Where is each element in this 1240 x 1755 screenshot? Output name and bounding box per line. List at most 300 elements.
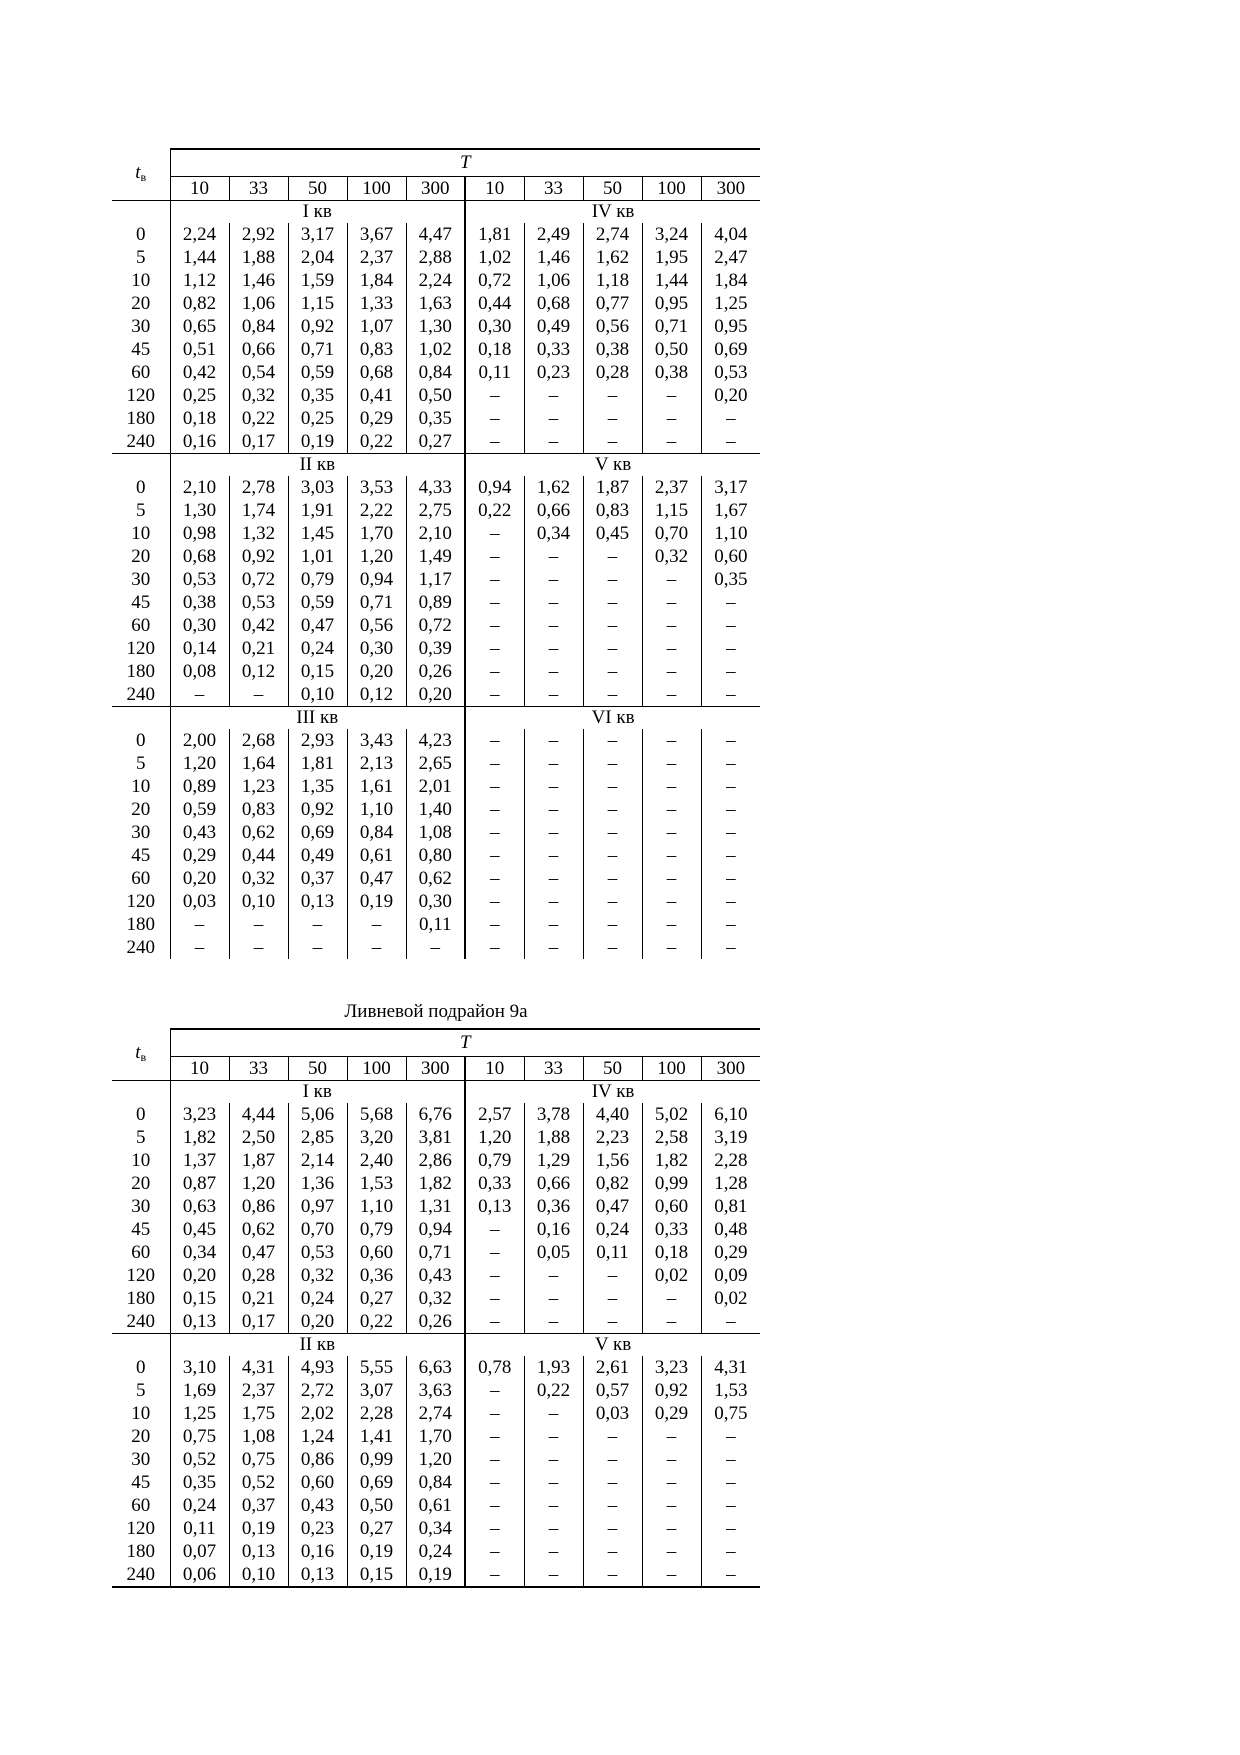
value-cell: 0,26 bbox=[406, 660, 465, 683]
table-row bbox=[112, 637, 760, 660]
value-cell: 0,60 bbox=[701, 545, 760, 568]
value-cell: 1,33 bbox=[347, 292, 406, 315]
value-cell: – bbox=[701, 775, 760, 798]
value-cell: – bbox=[642, 407, 701, 430]
value-cell: 0,53 bbox=[288, 1241, 347, 1264]
value-cell: – bbox=[465, 1241, 524, 1264]
value-cell: – bbox=[701, 660, 760, 683]
value-cell: 0,15 bbox=[288, 660, 347, 683]
value-cell: 4,40 bbox=[583, 1103, 642, 1126]
period-cell: 100 bbox=[347, 177, 406, 201]
value-cell: – bbox=[288, 913, 347, 936]
value-cell: 1,15 bbox=[642, 499, 701, 522]
quarter-title-row bbox=[112, 707, 760, 730]
quarter-title-spacer bbox=[112, 707, 170, 730]
value-cell: 1,15 bbox=[288, 292, 347, 315]
value-cell: – bbox=[701, 1425, 760, 1448]
value-cell: – bbox=[642, 637, 701, 660]
value-cell: 1,46 bbox=[229, 269, 288, 292]
value-cell: 1,62 bbox=[583, 246, 642, 269]
value-cell: – bbox=[701, 890, 760, 913]
value-cell: – bbox=[701, 407, 760, 430]
value-cell: 0,97 bbox=[288, 1195, 347, 1218]
value-cell: 0,24 bbox=[288, 1287, 347, 1310]
table-row bbox=[112, 1241, 760, 1264]
value-cell: 2,93 bbox=[288, 729, 347, 752]
value-cell: – bbox=[347, 936, 406, 959]
duration-cell: 240 bbox=[112, 1563, 170, 1587]
value-cell: – bbox=[524, 936, 583, 959]
quarter-title-left: II кв bbox=[170, 454, 465, 477]
value-cell: – bbox=[642, 660, 701, 683]
value-cell: 0,10 bbox=[229, 890, 288, 913]
period-cell: 50 bbox=[288, 1057, 347, 1081]
value-cell: – bbox=[642, 821, 701, 844]
value-cell: 0,20 bbox=[406, 683, 465, 707]
value-cell: – bbox=[465, 936, 524, 959]
value-cell: 2,72 bbox=[288, 1379, 347, 1402]
value-cell: 1,06 bbox=[229, 292, 288, 315]
value-cell: – bbox=[583, 821, 642, 844]
duration-cell: 240 bbox=[126, 1311, 155, 1332]
duration-cell: 120 bbox=[126, 638, 155, 659]
value-cell: 2,75 bbox=[406, 499, 465, 522]
value-cell: 0,47 bbox=[288, 614, 347, 637]
table-row bbox=[112, 1356, 760, 1379]
value-cell: 0,17 bbox=[229, 430, 288, 454]
value-cell: – bbox=[229, 936, 288, 959]
table-row bbox=[112, 292, 760, 315]
value-cell: – bbox=[524, 407, 583, 430]
value-cell: – bbox=[524, 1425, 583, 1448]
value-cell: 0,79 bbox=[465, 1149, 524, 1172]
value-cell: 0,33 bbox=[524, 338, 583, 361]
value-cell: – bbox=[465, 1402, 524, 1425]
value-cell: 0,83 bbox=[347, 338, 406, 361]
value-cell: – bbox=[465, 1379, 524, 1402]
value-cell: 0,53 bbox=[701, 361, 760, 384]
value-cell: 2,23 bbox=[583, 1126, 642, 1149]
value-cell: – bbox=[583, 1287, 642, 1310]
value-cell: 0,22 bbox=[347, 1310, 406, 1334]
table-row bbox=[112, 1264, 760, 1287]
period-cell: 300 bbox=[406, 177, 465, 201]
duration-cell: 5 bbox=[136, 247, 146, 268]
value-cell: 1,81 bbox=[465, 223, 524, 246]
period-header: T bbox=[170, 149, 760, 177]
value-cell: 0,33 bbox=[465, 1172, 524, 1195]
value-cell: 0,77 bbox=[583, 292, 642, 315]
value-cell: 1,44 bbox=[642, 269, 701, 292]
value-cell: 0,02 bbox=[642, 1264, 701, 1287]
period-cell: 50 bbox=[583, 1057, 642, 1081]
value-cell: 0,70 bbox=[642, 522, 701, 545]
value-cell: – bbox=[583, 844, 642, 867]
value-cell: – bbox=[583, 752, 642, 775]
table-row bbox=[112, 1310, 760, 1334]
value-cell: 3,03 bbox=[288, 476, 347, 499]
value-cell: 1,18 bbox=[583, 269, 642, 292]
value-cell: 1,20 bbox=[465, 1126, 524, 1149]
value-cell: 0,47 bbox=[583, 1195, 642, 1218]
value-cell: 0,51 bbox=[170, 338, 229, 361]
value-cell: – bbox=[524, 1517, 583, 1540]
value-cell: 0,59 bbox=[288, 591, 347, 614]
value-cell: – bbox=[583, 913, 642, 936]
table-row bbox=[112, 1425, 760, 1448]
value-cell: – bbox=[465, 683, 524, 707]
value-cell: 3,10 bbox=[170, 1356, 229, 1379]
value-cell: 1,53 bbox=[347, 1172, 406, 1195]
value-cell: 0,68 bbox=[170, 545, 229, 568]
value-cell: 0,32 bbox=[229, 384, 288, 407]
value-cell: – bbox=[465, 1471, 524, 1494]
table-row bbox=[112, 798, 760, 821]
value-cell: 1,20 bbox=[406, 1448, 465, 1471]
value-cell: 1,95 bbox=[642, 246, 701, 269]
value-cell: – bbox=[583, 1494, 642, 1517]
value-cell: 2,50 bbox=[229, 1126, 288, 1149]
value-cell: 0,23 bbox=[524, 361, 583, 384]
period-cell: 10 bbox=[170, 177, 229, 201]
value-cell: – bbox=[465, 913, 524, 936]
value-cell: 0,94 bbox=[347, 568, 406, 591]
value-cell: – bbox=[465, 1448, 524, 1471]
value-cell: – bbox=[524, 890, 583, 913]
value-cell: 0,44 bbox=[229, 844, 288, 867]
value-cell: 0,20 bbox=[701, 384, 760, 407]
period-cell: 10 bbox=[170, 1057, 229, 1081]
value-cell: 1,84 bbox=[701, 269, 760, 292]
value-cell: – bbox=[465, 1287, 524, 1310]
value-cell: 3,07 bbox=[347, 1379, 406, 1402]
duration-cell: 60 bbox=[131, 615, 151, 636]
period-cell: 33 bbox=[524, 177, 583, 201]
value-cell: 4,93 bbox=[288, 1356, 347, 1379]
value-cell: – bbox=[524, 913, 583, 936]
value-cell: 0,38 bbox=[170, 591, 229, 614]
value-cell: 0,19 bbox=[288, 430, 347, 454]
value-cell: 0,28 bbox=[229, 1264, 288, 1287]
value-cell: 0,18 bbox=[642, 1241, 701, 1264]
quarter-title-spacer bbox=[112, 1334, 170, 1357]
value-cell: – bbox=[465, 614, 524, 637]
value-cell: 0,47 bbox=[347, 867, 406, 890]
table-row bbox=[112, 269, 760, 292]
value-cell: 0,12 bbox=[347, 683, 406, 707]
value-cell: – bbox=[701, 591, 760, 614]
value-cell: 0,24 bbox=[288, 637, 347, 660]
table-row bbox=[112, 591, 760, 614]
value-cell: 0,86 bbox=[288, 1448, 347, 1471]
value-cell: 1,64 bbox=[229, 752, 288, 775]
value-cell: 0,59 bbox=[288, 361, 347, 384]
value-cell: 0,84 bbox=[347, 821, 406, 844]
value-cell: – bbox=[524, 752, 583, 775]
value-cell: – bbox=[465, 844, 524, 867]
table-row bbox=[112, 1494, 760, 1517]
table-row bbox=[112, 1218, 760, 1241]
value-cell: 4,33 bbox=[406, 476, 465, 499]
value-cell: 1,88 bbox=[524, 1126, 583, 1149]
value-cell: 0,95 bbox=[701, 315, 760, 338]
value-cell: 0,71 bbox=[347, 591, 406, 614]
value-cell: 0,16 bbox=[288, 1540, 347, 1563]
value-cell: 0,08 bbox=[170, 660, 229, 683]
value-cell: 0,10 bbox=[229, 1563, 288, 1587]
value-cell: 1,02 bbox=[406, 338, 465, 361]
value-cell: – bbox=[524, 798, 583, 821]
value-cell: – bbox=[701, 729, 760, 752]
value-cell: 1,56 bbox=[583, 1149, 642, 1172]
value-cell: 0,37 bbox=[229, 1494, 288, 1517]
value-cell: 0,32 bbox=[288, 1264, 347, 1287]
value-cell: 0,53 bbox=[229, 591, 288, 614]
value-cell: – bbox=[642, 936, 701, 959]
value-cell: 1,61 bbox=[347, 775, 406, 798]
header-row bbox=[112, 149, 760, 177]
value-cell: 0,75 bbox=[701, 1402, 760, 1425]
value-cell: 0,28 bbox=[583, 361, 642, 384]
period-cell: 100 bbox=[642, 177, 701, 201]
table-row bbox=[112, 1126, 760, 1149]
value-cell: 1,24 bbox=[288, 1425, 347, 1448]
value-cell: 0,22 bbox=[229, 407, 288, 430]
value-cell: – bbox=[465, 821, 524, 844]
duration-cell: 60 bbox=[131, 868, 151, 889]
value-cell: 1,08 bbox=[406, 821, 465, 844]
duration-cell: 180 bbox=[126, 408, 155, 429]
quarter-title-left: III кв bbox=[170, 707, 465, 730]
value-cell: – bbox=[642, 913, 701, 936]
table-row bbox=[112, 1287, 760, 1310]
value-cell: 0,89 bbox=[406, 591, 465, 614]
value-cell: 2,58 bbox=[642, 1126, 701, 1149]
duration-cell: 10 bbox=[131, 776, 151, 797]
period-row bbox=[112, 1057, 760, 1081]
value-cell: 2,37 bbox=[347, 246, 406, 269]
duration-cell: 0 bbox=[136, 1357, 146, 1378]
duration-cell: 10 bbox=[131, 1150, 151, 1171]
value-cell: – bbox=[583, 637, 642, 660]
value-cell: – bbox=[583, 936, 642, 959]
value-cell: 3,23 bbox=[642, 1356, 701, 1379]
value-cell: – bbox=[524, 545, 583, 568]
value-cell: 1,45 bbox=[288, 522, 347, 545]
value-cell: 0,82 bbox=[170, 292, 229, 315]
value-cell: 0,29 bbox=[347, 407, 406, 430]
value-cell: 1,82 bbox=[170, 1126, 229, 1149]
value-cell: 1,36 bbox=[288, 1172, 347, 1195]
value-cell: 0,14 bbox=[170, 637, 229, 660]
value-cell: – bbox=[229, 683, 288, 707]
value-cell: 1,49 bbox=[406, 545, 465, 568]
table-row bbox=[112, 821, 760, 844]
value-cell: – bbox=[583, 1425, 642, 1448]
value-cell: – bbox=[524, 430, 583, 454]
value-cell: 0,75 bbox=[229, 1448, 288, 1471]
value-cell: 1,10 bbox=[701, 522, 760, 545]
value-cell: – bbox=[583, 683, 642, 707]
value-cell: – bbox=[583, 614, 642, 637]
value-cell: 0,52 bbox=[229, 1471, 288, 1494]
table-row bbox=[112, 890, 760, 913]
quarter-title-spacer bbox=[112, 1081, 170, 1104]
value-cell: 0,72 bbox=[465, 269, 524, 292]
duration-cell: 5 bbox=[136, 1127, 146, 1148]
value-cell: – bbox=[642, 1563, 701, 1587]
value-cell: – bbox=[524, 1494, 583, 1517]
value-cell: 0,43 bbox=[170, 821, 229, 844]
duration-cell: 60 bbox=[131, 1495, 151, 1516]
table-row bbox=[112, 246, 760, 269]
value-cell: 0,21 bbox=[229, 637, 288, 660]
period-cell: 100 bbox=[642, 1057, 701, 1081]
value-cell: 0,62 bbox=[229, 1218, 288, 1241]
value-cell: – bbox=[524, 1471, 583, 1494]
value-cell: 1,20 bbox=[229, 1172, 288, 1195]
value-cell: 0,81 bbox=[701, 1195, 760, 1218]
value-cell: 0,35 bbox=[406, 407, 465, 430]
value-cell: 0,30 bbox=[406, 890, 465, 913]
value-cell: – bbox=[524, 844, 583, 867]
value-cell: 0,54 bbox=[229, 361, 288, 384]
value-cell: 1,32 bbox=[229, 522, 288, 545]
value-cell: – bbox=[583, 1264, 642, 1287]
value-cell: – bbox=[288, 936, 347, 959]
value-cell: 1,67 bbox=[701, 499, 760, 522]
value-cell: 2,85 bbox=[288, 1126, 347, 1149]
value-cell: – bbox=[583, 890, 642, 913]
value-cell: 1,75 bbox=[229, 1402, 288, 1425]
value-cell: 0,62 bbox=[229, 821, 288, 844]
value-cell: 0,13 bbox=[229, 1540, 288, 1563]
quarter-title-left: I кв bbox=[170, 201, 465, 224]
value-cell: – bbox=[465, 798, 524, 821]
table-row bbox=[112, 384, 760, 407]
value-cell: – bbox=[524, 1264, 583, 1287]
value-cell: 0,13 bbox=[465, 1195, 524, 1218]
value-cell: 0,36 bbox=[347, 1264, 406, 1287]
duration-cell: 180 bbox=[126, 1288, 155, 1309]
duration-cell: 45 bbox=[131, 845, 151, 866]
value-cell: 0,92 bbox=[288, 798, 347, 821]
value-cell: 0,27 bbox=[347, 1517, 406, 1540]
duration-cell: 30 bbox=[131, 569, 151, 590]
value-cell: 0,80 bbox=[406, 844, 465, 867]
value-cell: 2,10 bbox=[406, 522, 465, 545]
table-row bbox=[112, 407, 760, 430]
value-cell: 0,32 bbox=[229, 867, 288, 890]
duration-cell: 240 bbox=[126, 937, 155, 958]
value-cell: – bbox=[524, 1287, 583, 1310]
value-cell: 3,43 bbox=[347, 729, 406, 752]
value-cell: 0,92 bbox=[229, 545, 288, 568]
value-cell: 2,78 bbox=[229, 476, 288, 499]
value-cell: – bbox=[642, 683, 701, 707]
value-cell: 0,69 bbox=[288, 821, 347, 844]
value-cell: – bbox=[465, 522, 524, 545]
value-cell: 0,52 bbox=[170, 1448, 229, 1471]
value-cell: 1,46 bbox=[524, 246, 583, 269]
value-cell: 0,39 bbox=[406, 637, 465, 660]
value-cell: – bbox=[465, 775, 524, 798]
value-cell: 0,83 bbox=[229, 798, 288, 821]
value-cell: – bbox=[701, 798, 760, 821]
value-cell: 0,48 bbox=[701, 1218, 760, 1241]
value-cell: 0,16 bbox=[170, 430, 229, 454]
table-row bbox=[112, 476, 760, 499]
duration-cell: 60 bbox=[131, 1242, 151, 1263]
table-row bbox=[112, 752, 760, 775]
value-cell: – bbox=[583, 568, 642, 591]
value-cell: 1,81 bbox=[288, 752, 347, 775]
value-cell: 1,30 bbox=[170, 499, 229, 522]
value-cell: 2,01 bbox=[406, 775, 465, 798]
duration-cell: 20 bbox=[131, 1173, 151, 1194]
duration-cell: 20 bbox=[131, 799, 151, 820]
value-cell: – bbox=[701, 1448, 760, 1471]
value-cell: 0,50 bbox=[406, 384, 465, 407]
value-cell: – bbox=[465, 384, 524, 407]
value-cell: 0,25 bbox=[170, 384, 229, 407]
table-row bbox=[112, 522, 760, 545]
value-cell: 0,84 bbox=[406, 361, 465, 384]
period-cell: 100 bbox=[347, 1057, 406, 1081]
value-cell: – bbox=[170, 936, 229, 959]
value-cell: – bbox=[642, 614, 701, 637]
value-cell: 2,24 bbox=[170, 223, 229, 246]
value-cell: – bbox=[701, 1517, 760, 1540]
table-row bbox=[112, 1195, 760, 1218]
value-cell: 5,68 bbox=[347, 1103, 406, 1126]
value-cell: – bbox=[524, 384, 583, 407]
quarter-title-left: II кв bbox=[170, 1334, 465, 1357]
value-cell: 0,22 bbox=[465, 499, 524, 522]
value-cell: 0,22 bbox=[524, 1379, 583, 1402]
value-cell: – bbox=[465, 1264, 524, 1287]
value-cell: 1,31 bbox=[406, 1195, 465, 1218]
quarter-title-right: VI кв bbox=[465, 707, 760, 730]
value-cell: – bbox=[524, 660, 583, 683]
value-cell: 0,50 bbox=[347, 1494, 406, 1517]
value-cell: 1,23 bbox=[229, 775, 288, 798]
value-cell: – bbox=[583, 384, 642, 407]
value-cell: – bbox=[583, 867, 642, 890]
duration-cell: 180 bbox=[126, 1541, 155, 1562]
table-row bbox=[112, 913, 760, 936]
value-cell: – bbox=[465, 637, 524, 660]
value-cell: – bbox=[642, 1310, 701, 1334]
value-cell: – bbox=[524, 729, 583, 752]
value-cell: 0,47 bbox=[229, 1241, 288, 1264]
value-cell: 1,28 bbox=[701, 1172, 760, 1195]
table-caption: Ливневой подрайон 9а bbox=[344, 1001, 528, 1022]
value-cell: – bbox=[465, 867, 524, 890]
table-row bbox=[112, 1448, 760, 1471]
value-cell: 0,43 bbox=[406, 1264, 465, 1287]
value-cell: 2,88 bbox=[406, 246, 465, 269]
period-cell: 300 bbox=[701, 177, 760, 201]
value-cell: – bbox=[583, 430, 642, 454]
value-cell: – bbox=[465, 1540, 524, 1563]
value-cell: 0,66 bbox=[524, 1172, 583, 1195]
value-cell: – bbox=[583, 660, 642, 683]
value-cell: 0,50 bbox=[642, 338, 701, 361]
value-cell: 0,20 bbox=[347, 660, 406, 683]
value-cell: 2,28 bbox=[701, 1149, 760, 1172]
value-cell: 1,41 bbox=[347, 1425, 406, 1448]
